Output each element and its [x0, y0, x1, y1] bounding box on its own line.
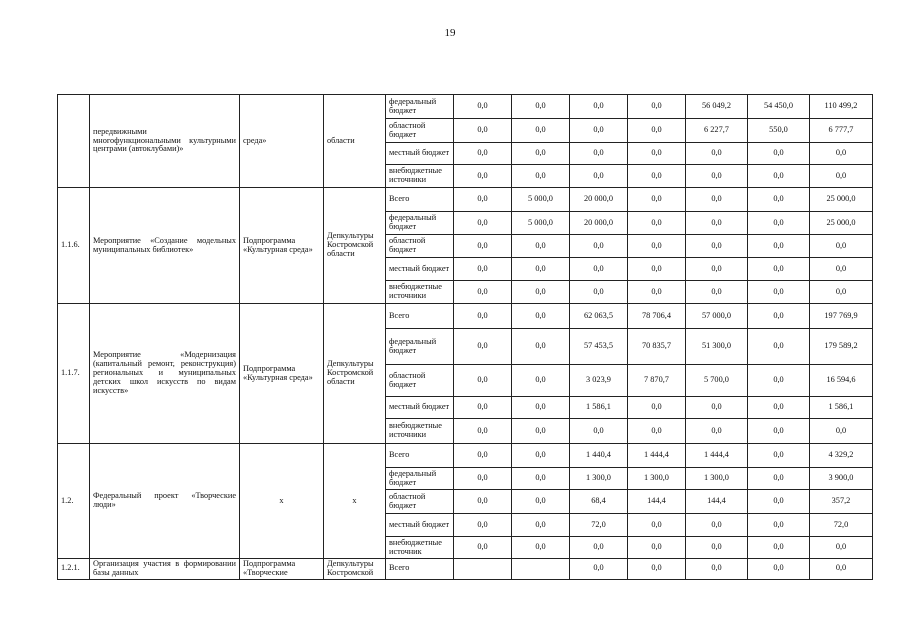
value-cell: 3 900,0 [810, 468, 873, 490]
funding-source: федеральный бюджет [386, 329, 454, 365]
value-cell: 20 000,0 [570, 188, 628, 212]
item-program: Подпрограмма «Культурная среда» [240, 304, 324, 444]
value-cell: 0,0 [686, 559, 748, 580]
value-cell: 0,0 [686, 397, 748, 419]
value-cell: 0,0 [454, 444, 512, 468]
funding-source: внебюджетные источники [386, 419, 454, 444]
value-cell: 0,0 [454, 281, 512, 304]
value-cell: 0,0 [686, 212, 748, 235]
funding-source: местный бюджет [386, 143, 454, 165]
value-cell: 0,0 [454, 95, 512, 119]
value-cell: 0,0 [454, 365, 512, 397]
item-name: передвижными многофункциональными культурными центрами (автоклубами)» [90, 95, 240, 188]
value-cell: 0,0 [570, 281, 628, 304]
value-cell: 51 300,0 [686, 329, 748, 365]
value-cell: 0,0 [686, 143, 748, 165]
value-cell: 110 499,2 [810, 95, 873, 119]
value-cell: 0,0 [686, 537, 748, 559]
value-cell: 0,0 [512, 419, 570, 444]
value-cell: 0,0 [570, 95, 628, 119]
value-cell: 0,0 [810, 281, 873, 304]
value-cell: 0,0 [686, 419, 748, 444]
value-cell: 0,0 [454, 329, 512, 365]
value-cell: 0,0 [628, 537, 686, 559]
value-cell: 0,0 [628, 281, 686, 304]
value-cell: 0,0 [748, 559, 810, 580]
value-cell: 0,0 [748, 444, 810, 468]
funding-source: внебюджетные источник [386, 537, 454, 559]
value-cell: 70 835,7 [628, 329, 686, 365]
value-cell: 0,0 [512, 95, 570, 119]
value-cell: 0,0 [570, 235, 628, 258]
value-cell: 0,0 [628, 235, 686, 258]
value-cell: 0,0 [628, 188, 686, 212]
value-cell: 0,0 [454, 304, 512, 329]
value-cell: 0,0 [748, 304, 810, 329]
value-cell: 0,0 [628, 419, 686, 444]
value-cell: 0,0 [628, 119, 686, 143]
table-row [58, 95, 873, 119]
funding-source: Всего [386, 304, 454, 329]
value-cell: 550,0 [748, 119, 810, 143]
value-cell: 5 000,0 [512, 212, 570, 235]
funding-source: областной бюджет [386, 490, 454, 514]
value-cell: 6 227,7 [686, 119, 748, 143]
item-code: 1.1.6. [58, 188, 90, 304]
value-cell: 0,0 [512, 397, 570, 419]
value-cell: 0,0 [512, 514, 570, 537]
value-cell: 0,0 [512, 537, 570, 559]
value-cell: 1 300,0 [686, 468, 748, 490]
value-cell: 0,0 [686, 165, 748, 188]
value-cell: 0,0 [748, 143, 810, 165]
value-cell: 144,4 [628, 490, 686, 514]
value-cell: 0,0 [810, 143, 873, 165]
budget-table [57, 94, 873, 580]
value-cell: 0,0 [570, 559, 628, 580]
value-cell: 1 444,4 [686, 444, 748, 468]
value-cell: 0,0 [748, 537, 810, 559]
value-cell: 68,4 [570, 490, 628, 514]
value-cell: 25 000,0 [810, 212, 873, 235]
value-cell: 78 706,4 [628, 304, 686, 329]
value-cell: 1 586,1 [570, 397, 628, 419]
value-cell: 0,0 [628, 514, 686, 537]
value-cell: 0,0 [810, 419, 873, 444]
value-cell: 0,0 [512, 235, 570, 258]
value-cell: 0,0 [686, 235, 748, 258]
value-cell: 5 700,0 [686, 365, 748, 397]
value-cell: 0,0 [628, 95, 686, 119]
table-row [58, 188, 873, 212]
value-cell: 0,0 [454, 514, 512, 537]
funding-source: местный бюджет [386, 397, 454, 419]
value-cell: 0,0 [628, 258, 686, 281]
value-cell: 144,4 [686, 490, 748, 514]
value-cell: 0,0 [748, 188, 810, 212]
table-row [58, 559, 873, 580]
value-cell: 0,0 [454, 212, 512, 235]
value-cell: 0,0 [628, 397, 686, 419]
value-cell: 0,0 [810, 537, 873, 559]
item-program: Подпрограмма «Культурная среда» [240, 188, 324, 304]
value-cell: 0,0 [748, 468, 810, 490]
funding-source: федеральный бюджет [386, 95, 454, 119]
value-cell: 0,0 [686, 514, 748, 537]
value-cell: 0,0 [454, 397, 512, 419]
funding-source: Всего [386, 559, 454, 580]
funding-source: внебюджетные источники [386, 281, 454, 304]
value-cell: 0,0 [454, 235, 512, 258]
table-row [58, 444, 873, 468]
value-cell: 357,2 [810, 490, 873, 514]
value-cell: 0,0 [628, 143, 686, 165]
value-cell: 0,0 [512, 329, 570, 365]
item-name: Мероприятие «Модернизация (капитальный ремонт, реконструкция) региональных и муниципальных детских школ искусств по видам искусств» [90, 304, 240, 444]
value-cell: 0,0 [512, 119, 570, 143]
funding-source: местный бюджет [386, 514, 454, 537]
value-cell: 0,0 [512, 165, 570, 188]
value-cell: 0,0 [512, 258, 570, 281]
value-cell: 197 769,9 [810, 304, 873, 329]
value-cell: 62 063,5 [570, 304, 628, 329]
item-code [58, 95, 90, 188]
value-cell: 0,0 [454, 165, 512, 188]
value-cell: 0,0 [454, 419, 512, 444]
value-cell: 0,0 [686, 258, 748, 281]
value-cell: 0,0 [570, 119, 628, 143]
value-cell: 0,0 [570, 143, 628, 165]
value-cell: 0,0 [748, 365, 810, 397]
value-cell: 20 000,0 [570, 212, 628, 235]
value-cell: 3 023,9 [570, 365, 628, 397]
item-program: Подпрограмма «Творческие [240, 559, 324, 580]
funding-source: областной бюджет [386, 119, 454, 143]
page-number: 19 [444, 27, 456, 39]
value-cell [512, 559, 570, 580]
funding-source: федеральный бюджет [386, 212, 454, 235]
value-cell: 0,0 [748, 258, 810, 281]
value-cell: 0,0 [748, 514, 810, 537]
value-cell: 57 000,0 [686, 304, 748, 329]
table-row [58, 304, 873, 329]
value-cell: 16 594,6 [810, 365, 873, 397]
value-cell: 0,0 [810, 258, 873, 281]
value-cell: 0,0 [748, 165, 810, 188]
value-cell: 0,0 [512, 490, 570, 514]
value-cell: 5 000,0 [512, 188, 570, 212]
value-cell: 0,0 [570, 258, 628, 281]
value-cell: 0,0 [748, 212, 810, 235]
value-cell: 0,0 [748, 281, 810, 304]
value-cell: 0,0 [810, 559, 873, 580]
value-cell: 0,0 [628, 165, 686, 188]
value-cell: 0,0 [512, 143, 570, 165]
item-name: Федеральный проект «Творческие люди» [90, 444, 240, 559]
value-cell: 0,0 [512, 468, 570, 490]
value-cell: 72,0 [570, 514, 628, 537]
value-cell: 0,0 [628, 212, 686, 235]
value-cell: 0,0 [454, 468, 512, 490]
value-cell: 0,0 [454, 119, 512, 143]
item-code: 1.2.1. [58, 559, 90, 580]
funding-source: Всего [386, 444, 454, 468]
value-cell: 0,0 [512, 444, 570, 468]
value-cell: 0,0 [570, 537, 628, 559]
value-cell: 0,0 [454, 188, 512, 212]
value-cell: 0,0 [748, 419, 810, 444]
value-cell: 0,0 [686, 188, 748, 212]
value-cell: 0,0 [748, 490, 810, 514]
value-cell: 0,0 [454, 537, 512, 559]
item-executor: Депкультуры Костромской области [324, 304, 386, 444]
value-cell: 56 049,2 [686, 95, 748, 119]
value-cell: 0,0 [628, 559, 686, 580]
funding-source: Всего [386, 188, 454, 212]
value-cell: 0,0 [810, 165, 873, 188]
item-code: 1.2. [58, 444, 90, 559]
value-cell: 6 777,7 [810, 119, 873, 143]
item-executor: области [324, 95, 386, 188]
value-cell: 1 444,4 [628, 444, 686, 468]
value-cell: 0,0 [686, 281, 748, 304]
value-cell: 0,0 [810, 235, 873, 258]
value-cell: 25 000,0 [810, 188, 873, 212]
value-cell: 4 329,2 [810, 444, 873, 468]
value-cell: 54 450,0 [748, 95, 810, 119]
item-executor: Депкультуры Костромской [324, 559, 386, 580]
value-cell: 0,0 [512, 304, 570, 329]
value-cell: 0,0 [512, 365, 570, 397]
funding-source: областной бюджет [386, 365, 454, 397]
funding-source: местный бюджет [386, 258, 454, 281]
value-cell: 57 453,5 [570, 329, 628, 365]
value-cell: 7 870,7 [628, 365, 686, 397]
value-cell: 0,0 [570, 419, 628, 444]
item-executor: х [324, 444, 386, 559]
value-cell [454, 559, 512, 580]
value-cell: 0,0 [454, 490, 512, 514]
value-cell: 0,0 [454, 258, 512, 281]
value-cell: 1 440,4 [570, 444, 628, 468]
value-cell: 1 300,0 [570, 468, 628, 490]
value-cell: 0,0 [570, 165, 628, 188]
item-name: Организация участия в формировании базы данных [90, 559, 240, 580]
value-cell: 0,0 [748, 397, 810, 419]
value-cell: 72,0 [810, 514, 873, 537]
value-cell: 0,0 [454, 143, 512, 165]
item-program: х [240, 444, 324, 559]
value-cell: 0,0 [512, 281, 570, 304]
funding-source: федеральный бюджет [386, 468, 454, 490]
item-executor: Депкультуры Костромской области [324, 188, 386, 304]
value-cell: 0,0 [748, 329, 810, 365]
item-program: среда» [240, 95, 324, 188]
item-code: 1.1.7. [58, 304, 90, 444]
funding-source: областной бюджет [386, 235, 454, 258]
funding-source: внебюджетные источники [386, 165, 454, 188]
value-cell: 0,0 [748, 235, 810, 258]
value-cell: 179 589,2 [810, 329, 873, 365]
value-cell: 1 586,1 [810, 397, 873, 419]
value-cell: 1 300,0 [628, 468, 686, 490]
item-name: Мероприятие «Создание модельных муниципальных библиотек» [90, 188, 240, 304]
